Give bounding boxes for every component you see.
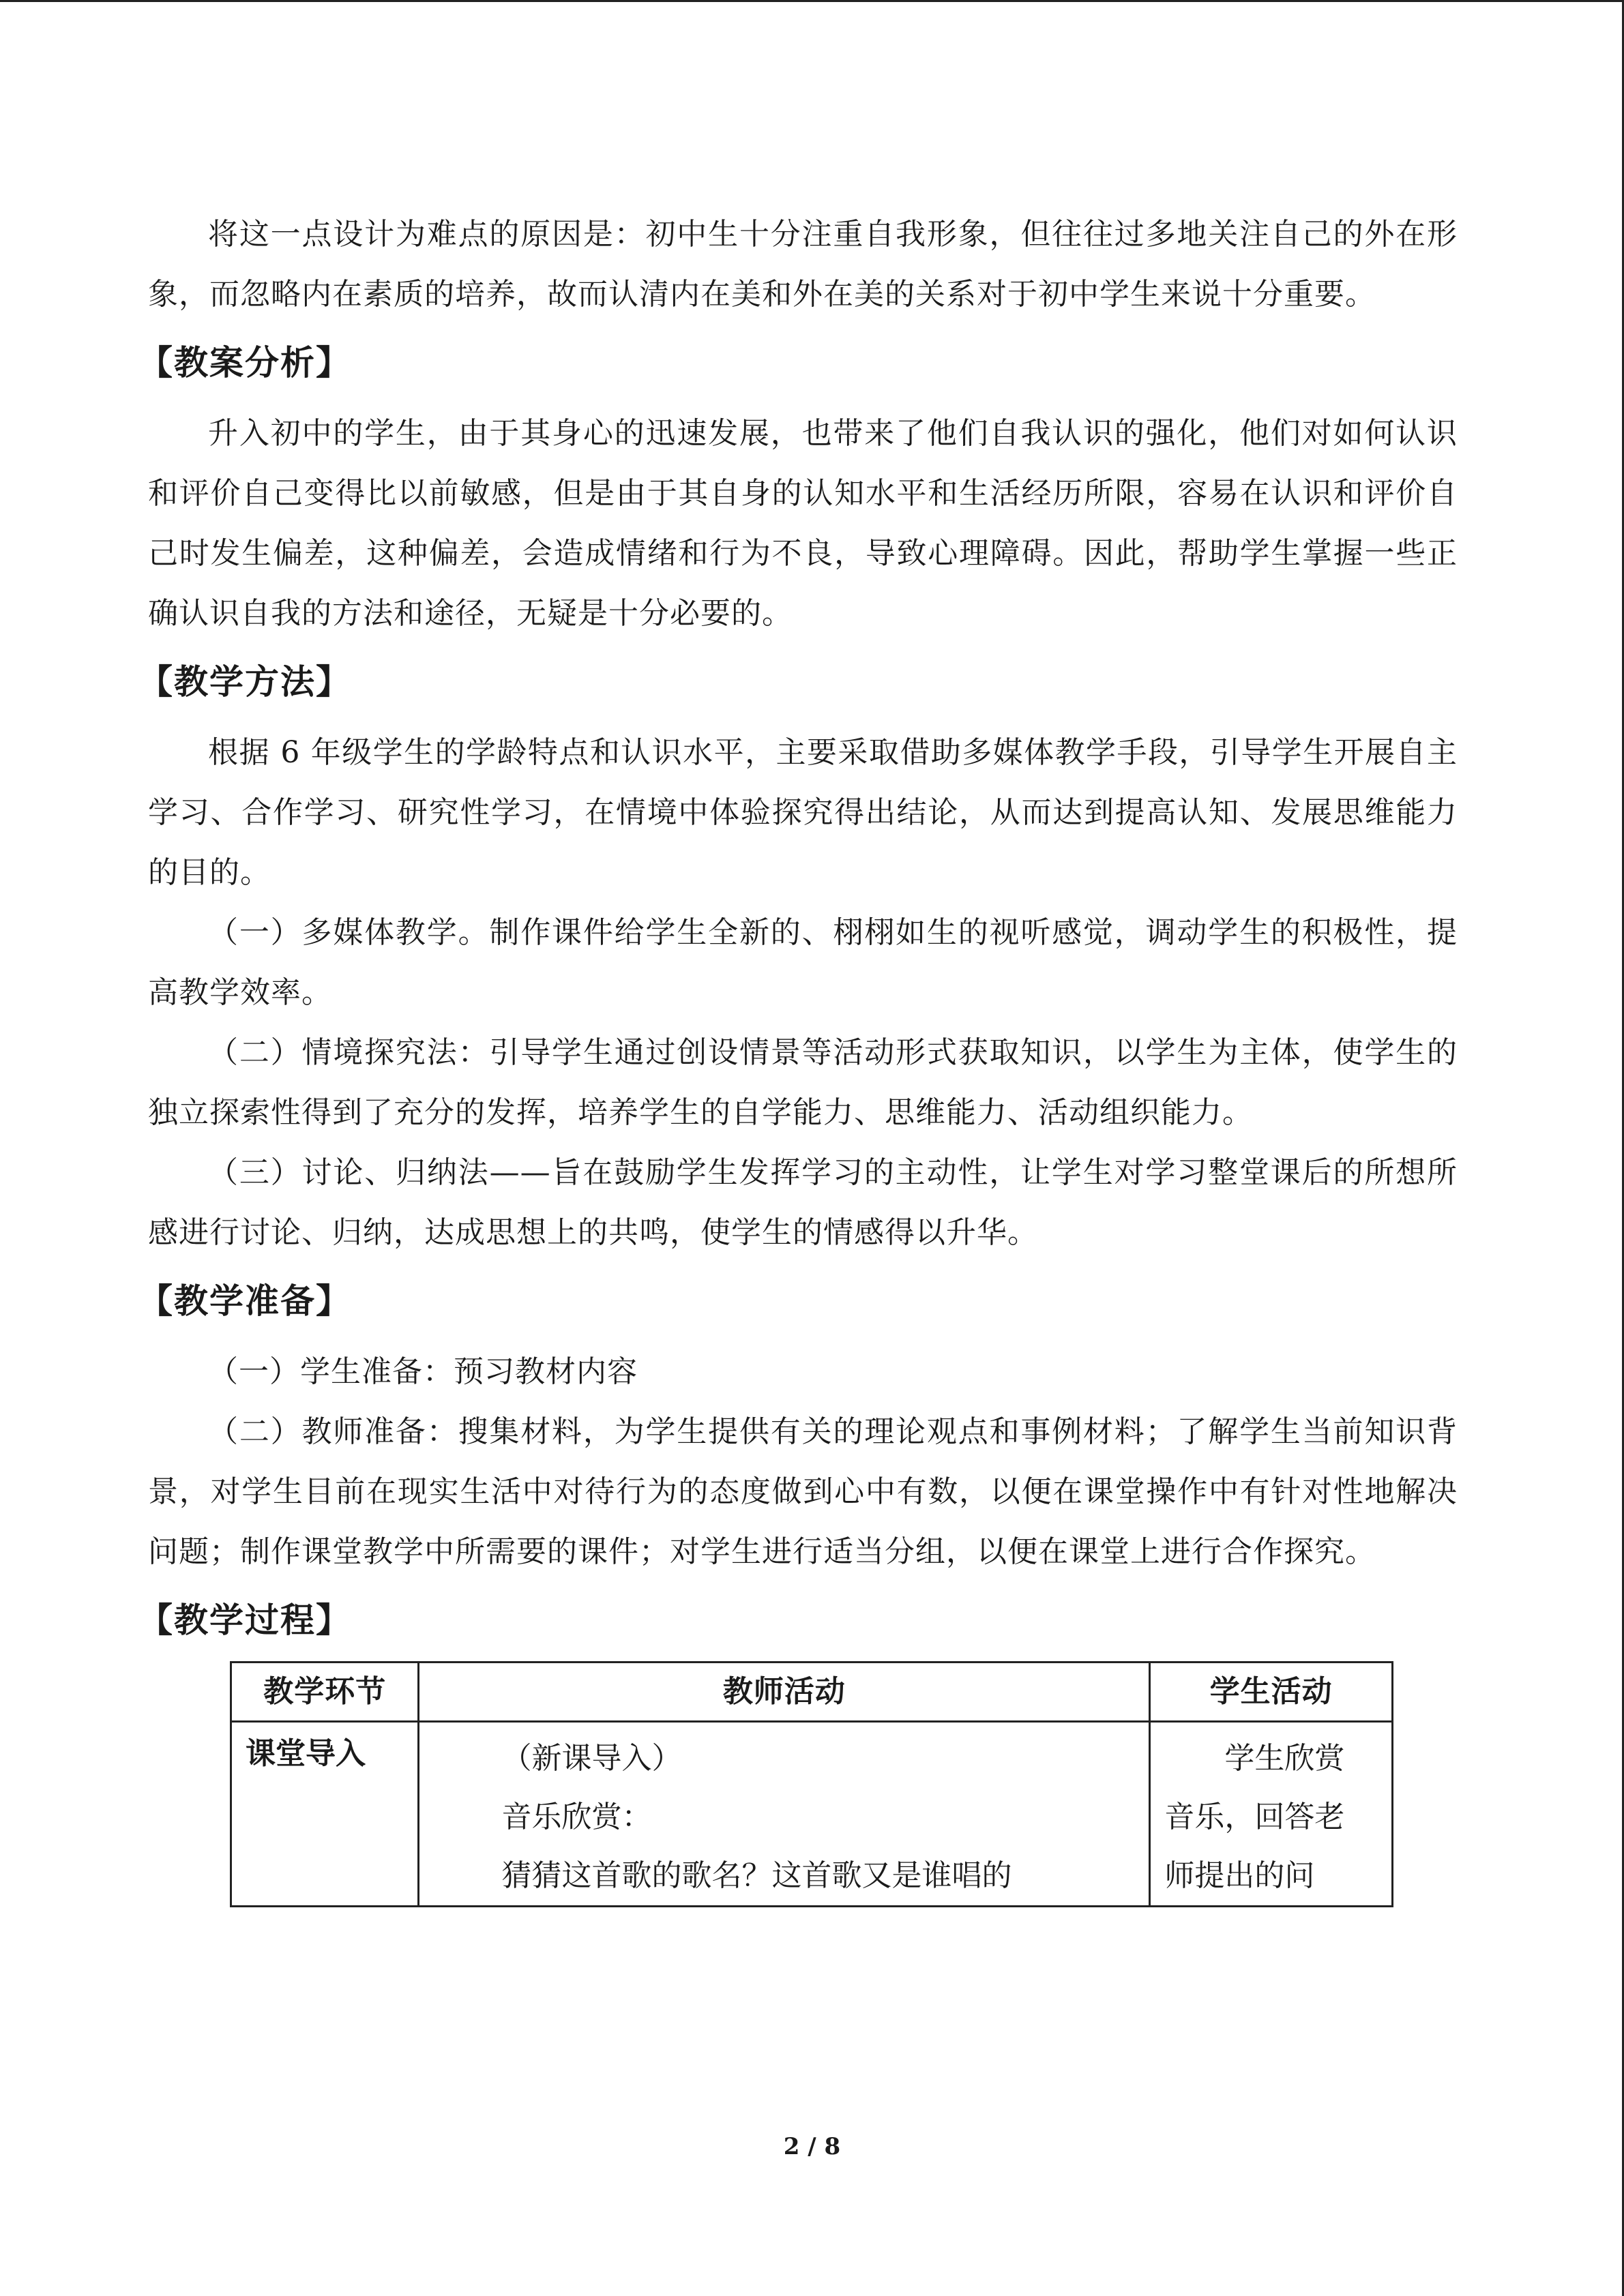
page-number: 2 / 8 bbox=[783, 2133, 841, 2160]
student-preparation-paragraph: （一）学生准备：预习教材内容 bbox=[208, 1354, 638, 1389]
student-activity-line: 音乐，回答老 bbox=[1164, 1800, 1345, 1834]
student-activity-line: 学生欣赏 bbox=[1224, 1741, 1345, 1776]
method-discussion-paragraph: （三）讨论、归纳法——旨在鼓励学生发挥学习的主动性，让学生对学习整堂课后的所想所感进行讨论、归纳，达成思想上的共鸣，使学生的情感得以升华。 bbox=[148, 1155, 1458, 1250]
section-heading-teaching-process: 【教学过程】 bbox=[138, 1600, 351, 1640]
table-row bbox=[231, 1722, 1393, 1907]
teacher-activity-line: 猜猜这首歌的歌名？这首歌又是谁唱的 bbox=[501, 1858, 1012, 1893]
section-heading-teaching-methods: 【教学方法】 bbox=[138, 662, 351, 702]
student-activity-line: 师提出的问 bbox=[1164, 1858, 1315, 1893]
teaching-methods-paragraph: 根据 6 年级学生的学龄特点和认识水平，主要采取借助多媒体教学手段，引导学生开展自主学习、合作学习、研究性学习，在情境中体验探究得出结论，从而达到提高认知、发展思维能力的目的。 bbox=[148, 735, 1458, 890]
teacher-activity-line: 音乐欣赏： bbox=[501, 1800, 652, 1834]
student-activity-cell bbox=[1150, 1722, 1393, 1907]
method-situation-paragraph: （二）情境探究法：引导学生通过创设情景等活动形式获取知识，以学生为主体，使学生的独立探索性得到了充分的发挥，培养学生的自学能力、思维能力、活动组织能力。 bbox=[148, 1035, 1458, 1130]
document-body bbox=[138, 205, 1458, 1907]
teacher-activity-cell bbox=[419, 1722, 1150, 1907]
teacher-preparation-paragraph: （二）教师准备：搜集材料，为学生提供有关的理论观点和事例材料；了解学生当前知识背景，对学生目前在现实生活中对待行为的态度做到心中有数，以便在课堂操作中有针对性地解决问题；制作课堂教学中所需要的课件；对学生进行适当分组，以便在课堂上进行合作探究。 bbox=[148, 1414, 1458, 1569]
section-heading-lesson-analysis: 【教案分析】 bbox=[138, 343, 351, 383]
teacher-activity-line: （新课导入） bbox=[501, 1741, 682, 1776]
teaching-process-table-wrapper bbox=[230, 1661, 1458, 1907]
intro-paragraph: 将这一点设计为难点的原因是：初中生十分注重自我形象，但往往过多地关注自己的外在形象，而忽略内在素质的培养，故而认清内在美和外在美的关系对于初中学生来说十分重要。 bbox=[148, 217, 1458, 312]
section-heading-teaching-preparation: 【教学准备】 bbox=[138, 1281, 351, 1321]
table-header-stage: 教学环节 bbox=[231, 1663, 419, 1722]
page-top-border bbox=[0, 0, 1624, 2]
method-multimedia-paragraph: （一）多媒体教学。制作课件给学生全新的、栩栩如生的视听感觉，调动学生的积极性，提高教学效率。 bbox=[148, 915, 1458, 1010]
table-header-student-activity: 学生活动 bbox=[1150, 1663, 1393, 1722]
lesson-analysis-paragraph: 升入初中的学生，由于其身心的迅速发展，也带来了他们自我认识的强化，他们对如何认识和评价自己变得比以前敏感，但是由于其自身的认知水平和生活经历所限，容易在认识和评价自己时发生偏差，这种偏差，会造成情绪和行为不良，导致心理障碍。因此，帮助学生掌握一些正确认识自我的方法和途径，无疑是十分必要的。 bbox=[148, 416, 1458, 631]
teaching-process-table bbox=[230, 1661, 1393, 1907]
table-header-row bbox=[231, 1663, 1393, 1722]
table-header-teacher-activity: 教师活动 bbox=[419, 1663, 1150, 1722]
stage-cell: 课堂导入 bbox=[231, 1722, 419, 1907]
